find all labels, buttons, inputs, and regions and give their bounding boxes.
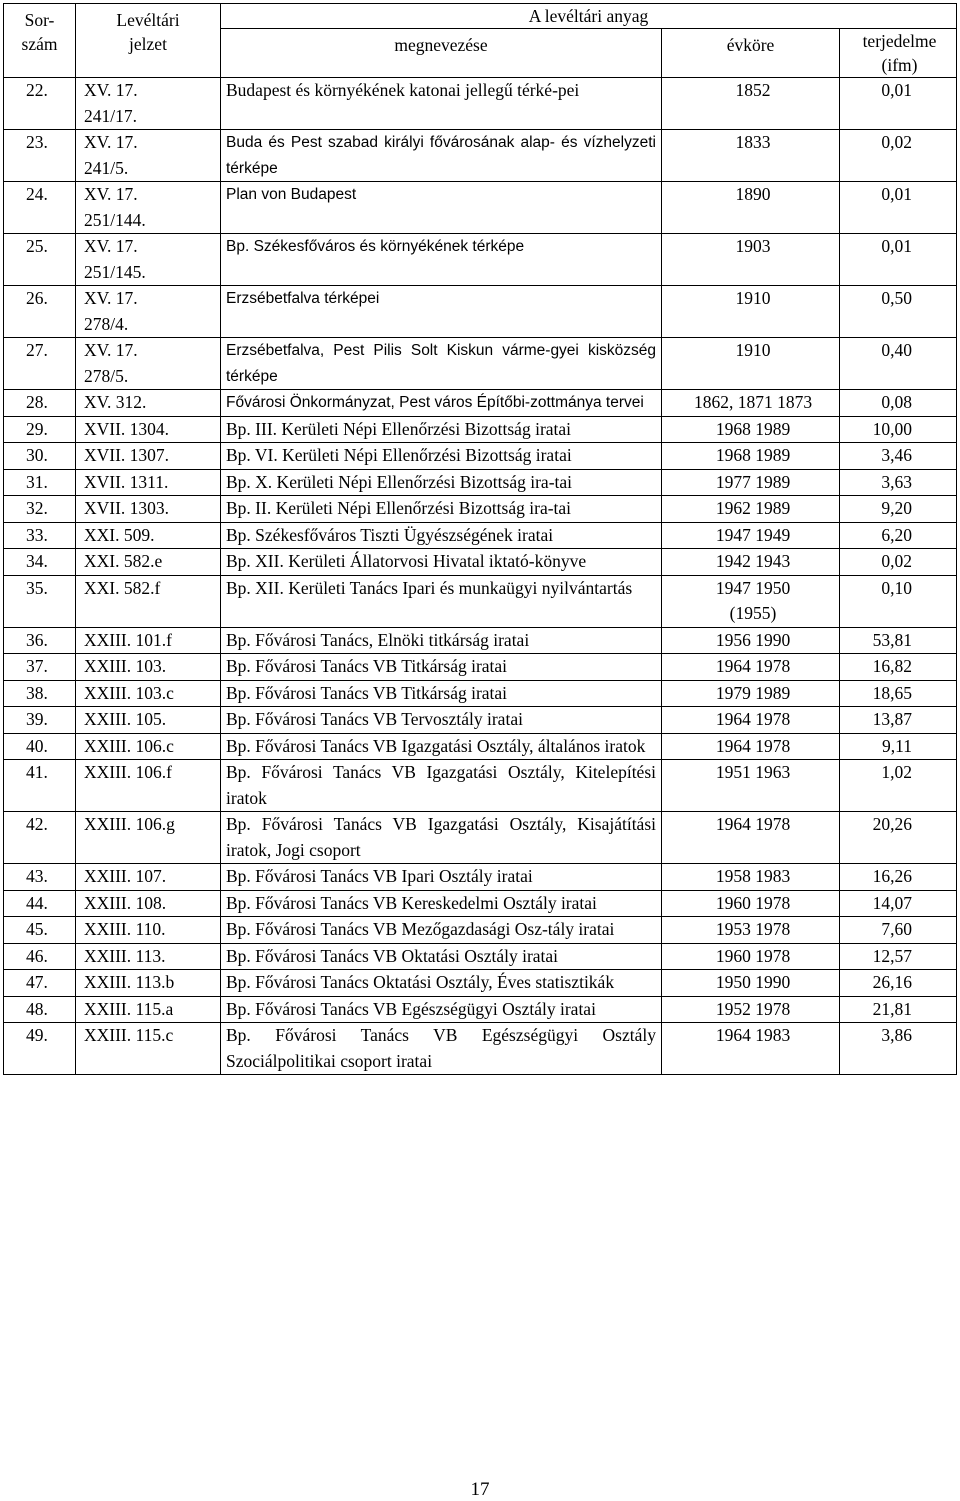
date-range: 1862, 1871 1873	[662, 390, 840, 417]
date-range: 1964 1978	[662, 654, 840, 681]
row-number: 43.	[4, 864, 76, 891]
table-row	[4, 864, 957, 891]
archival-code: XV. 17. 241/17.	[76, 78, 221, 130]
extent-value: 18,65	[840, 680, 957, 707]
header-group: A levéltári anyag	[221, 4, 957, 29]
date-range: 1964 1978	[662, 707, 840, 734]
record-description: Bp. XII. Kerületi Állatorvosi Hivatal iktató-könyve	[221, 549, 662, 576]
extent-value: 53,81	[840, 627, 957, 654]
date-range: 1968 1989	[662, 443, 840, 470]
archival-code: XXI. 582.e	[76, 549, 221, 576]
record-description: Bp. III. Kerületi Népi Ellenőrzési Bizottság iratai	[221, 416, 662, 443]
archival-code: XXIII. 101.f	[76, 627, 221, 654]
row-number: 46.	[4, 943, 76, 970]
extent-value: 0,01	[840, 234, 957, 286]
archival-code: XXIII. 106.f	[76, 760, 221, 812]
archive-table	[3, 3, 957, 1075]
archival-code: XXIII. 106.g	[76, 812, 221, 864]
extent-value: 0,40	[840, 338, 957, 390]
archival-code: XVII. 1304.	[76, 416, 221, 443]
header-jelzet: Levéltári jelzet	[76, 4, 221, 78]
extent-value: 16,82	[840, 654, 957, 681]
archival-code: XXIII. 113.	[76, 943, 221, 970]
row-number: 24.	[4, 182, 76, 234]
row-number: 41.	[4, 760, 76, 812]
row-number: 49.	[4, 1023, 76, 1075]
extent-value: 3,46	[840, 443, 957, 470]
extent-value: 0,01	[840, 182, 957, 234]
table-row	[4, 522, 957, 549]
record-description: Bp. Fővárosi Tanács VB Kereskedelmi Osztály iratai	[221, 890, 662, 917]
row-number: 35.	[4, 575, 76, 627]
row-number: 23.	[4, 130, 76, 182]
record-description: Bp. Fővárosi Tanács VB Mezőgazdasági Osz-tály iratai	[221, 917, 662, 944]
archival-code: XVII. 1303.	[76, 496, 221, 523]
archival-code: XXI. 582.f	[76, 575, 221, 627]
date-range: 1979 1989	[662, 680, 840, 707]
table-row	[4, 549, 957, 576]
table-row	[4, 680, 957, 707]
date-range: 1958 1983	[662, 864, 840, 891]
archival-code: XV. 312.	[76, 390, 221, 417]
archival-code: XXI. 509.	[76, 522, 221, 549]
date-range: 1947 1950 (1955)	[662, 575, 840, 627]
table-row	[4, 443, 957, 470]
date-range: 1952 1978	[662, 996, 840, 1023]
table-row	[4, 654, 957, 681]
record-description: Bp. Fővárosi Tanács VB Oktatási Osztály iratai	[221, 943, 662, 970]
table-row	[4, 338, 957, 390]
table-row	[4, 760, 957, 812]
row-number: 26.	[4, 286, 76, 338]
table-row	[4, 416, 957, 443]
archival-code: XXIII. 115.a	[76, 996, 221, 1023]
row-number: 22.	[4, 78, 76, 130]
row-number: 36.	[4, 627, 76, 654]
record-description: Bp. Fővárosi Tanács VB Tervosztály iratai	[221, 707, 662, 734]
page-number: 17	[470, 1479, 490, 1500]
row-number: 34.	[4, 549, 76, 576]
table-row	[4, 1023, 957, 1075]
row-number: 48.	[4, 996, 76, 1023]
date-range: 1950 1990	[662, 970, 840, 997]
table-row	[4, 970, 957, 997]
extent-value: 20,26	[840, 812, 957, 864]
record-description: Bp. Fővárosi Tanács VB Igazgatási Osztály, Kisajátítási iratok, Jogi csoport	[221, 812, 662, 864]
table-row	[4, 78, 957, 130]
record-description: Bp. Fővárosi Tanács VB Titkárság iratai	[221, 654, 662, 681]
date-range: 1890	[662, 182, 840, 234]
date-range: 1964 1978	[662, 733, 840, 760]
date-range: 1942 1943	[662, 549, 840, 576]
record-description: Bp. VI. Kerületi Népi Ellenőrzési Bizottság iratai	[221, 443, 662, 470]
record-description: Bp. Fővárosi Tanács VB Titkárság iratai	[221, 680, 662, 707]
archival-code: XXIII. 113.b	[76, 970, 221, 997]
extent-value: 0,01	[840, 78, 957, 130]
archival-code: XXIII. 115.c	[76, 1023, 221, 1075]
table-row	[4, 996, 957, 1023]
header-sorszam: Sor- szám	[4, 4, 76, 78]
extent-value: 9,20	[840, 496, 957, 523]
record-description: Bp. II. Kerületi Népi Ellenőrzési Bizottság ira-tai	[221, 496, 662, 523]
table-row	[4, 130, 957, 182]
row-number: 37.	[4, 654, 76, 681]
archival-code: XV. 17. 278/4.	[76, 286, 221, 338]
record-description: Plan von Budapest	[221, 182, 662, 234]
archival-code: XXIII. 103.c	[76, 680, 221, 707]
row-number: 25.	[4, 234, 76, 286]
record-description: Bp. Fővárosi Tanács VB Egészségügyi Osztály Szociálpolitikai csoport iratai	[221, 1023, 662, 1075]
row-number: 32.	[4, 496, 76, 523]
archival-code: XV. 17. 251/145.	[76, 234, 221, 286]
date-range: 1953 1978	[662, 917, 840, 944]
date-range: 1910	[662, 338, 840, 390]
row-number: 40.	[4, 733, 76, 760]
archival-code: XXIII. 108.	[76, 890, 221, 917]
table-row	[4, 917, 957, 944]
table-row	[4, 627, 957, 654]
record-description: Bp. XII. Kerületi Tanács Ipari és munkaügyi nyilvántartás	[221, 575, 662, 627]
extent-value: 0,50	[840, 286, 957, 338]
row-number: 42.	[4, 812, 76, 864]
record-description: Bp. Fővárosi Tanács VB Igazgatási Osztály, Kitelepítési iratok	[221, 760, 662, 812]
row-number: 33.	[4, 522, 76, 549]
row-number: 38.	[4, 680, 76, 707]
record-description: Fővárosi Önkormányzat, Pest város Építőbi-zottmánya tervei	[221, 390, 662, 417]
extent-value: 7,60	[840, 917, 957, 944]
archival-code: XXIII. 103.	[76, 654, 221, 681]
extent-value: 6,20	[840, 522, 957, 549]
archival-code: XVII. 1311.	[76, 469, 221, 496]
record-description: Bp. Fővárosi Tanács VB Egészségügyi Osztály iratai	[221, 996, 662, 1023]
record-description: Buda és Pest szabad királyi fővárosának alap- és vízhelyzeti térképe	[221, 130, 662, 182]
archival-code: XXIII. 107.	[76, 864, 221, 891]
extent-value: 13,87	[840, 707, 957, 734]
date-range: 1962 1989	[662, 496, 840, 523]
date-range: 1956 1990	[662, 627, 840, 654]
extent-value: 0,02	[840, 549, 957, 576]
extent-value: 26,16	[840, 970, 957, 997]
record-description: Bp. Székesfőváros és környékének térképe	[221, 234, 662, 286]
record-description: Bp. Fővárosi Tanács VB Igazgatási Osztály, általános iratok	[221, 733, 662, 760]
archival-code: XV. 17. 251/144.	[76, 182, 221, 234]
table-row	[4, 496, 957, 523]
row-number: 28.	[4, 390, 76, 417]
row-number: 39.	[4, 707, 76, 734]
extent-value: 3,63	[840, 469, 957, 496]
row-number: 44.	[4, 890, 76, 917]
row-number: 45.	[4, 917, 76, 944]
header-evkore: évköre	[662, 29, 840, 78]
table-row	[4, 234, 957, 286]
archival-code: XXIII. 106.c	[76, 733, 221, 760]
extent-value: 14,07	[840, 890, 957, 917]
extent-value: 0,08	[840, 390, 957, 417]
table-row	[4, 390, 957, 417]
row-number: 30.	[4, 443, 76, 470]
row-number: 47.	[4, 970, 76, 997]
date-range: 1947 1949	[662, 522, 840, 549]
date-range: 1951 1963	[662, 760, 840, 812]
date-range: 1833	[662, 130, 840, 182]
date-range: 1960 1978	[662, 943, 840, 970]
row-number: 29.	[4, 416, 76, 443]
extent-value: 12,57	[840, 943, 957, 970]
date-range: 1910	[662, 286, 840, 338]
extent-value: 0,10	[840, 575, 957, 627]
table-body	[4, 78, 957, 1075]
date-range: 1977 1989	[662, 469, 840, 496]
record-description: Bp. Fővárosi Tanács VB Ipari Osztály iratai	[221, 864, 662, 891]
record-description: Bp. Székesfőváros Tiszti Ügyészségének iratai	[221, 522, 662, 549]
table-row	[4, 469, 957, 496]
table-row	[4, 812, 957, 864]
table-row	[4, 733, 957, 760]
archival-code: XV. 17. 241/5.	[76, 130, 221, 182]
table-row	[4, 943, 957, 970]
row-number: 27.	[4, 338, 76, 390]
record-description: Budapest és környékének katonai jellegű térké-pei	[221, 78, 662, 130]
archival-code: XV. 17. 278/5.	[76, 338, 221, 390]
date-range: 1964 1978	[662, 812, 840, 864]
header-megnevezese: megnevezése	[221, 29, 662, 78]
row-number: 31.	[4, 469, 76, 496]
record-description: Bp. Fővárosi Tanács, Elnöki titkárság iratai	[221, 627, 662, 654]
extent-value: 10,00	[840, 416, 957, 443]
date-range: 1964 1983	[662, 1023, 840, 1075]
header-terjedelme: terjedelme (ifm)	[840, 29, 957, 78]
table-row	[4, 890, 957, 917]
date-range: 1968 1989	[662, 416, 840, 443]
table-row	[4, 182, 957, 234]
date-range: 1903	[662, 234, 840, 286]
date-range: 1960 1978	[662, 890, 840, 917]
table-row	[4, 286, 957, 338]
extent-value: 1,02	[840, 760, 957, 812]
archival-code: XXIII. 105.	[76, 707, 221, 734]
extent-value: 21,81	[840, 996, 957, 1023]
record-description: Erzsébetfalva, Pest Pilis Solt Kiskun várme-gyei kisközség térképe	[221, 338, 662, 390]
record-description: Bp. Fővárosi Tanács Oktatási Osztály, Éves statisztikák	[221, 970, 662, 997]
table-row	[4, 707, 957, 734]
extent-value: 3,86	[840, 1023, 957, 1075]
date-range: 1852	[662, 78, 840, 130]
archival-code: XXIII. 110.	[76, 917, 221, 944]
extent-value: 16,26	[840, 864, 957, 891]
extent-value: 9,11	[840, 733, 957, 760]
archival-code: XVII. 1307.	[76, 443, 221, 470]
extent-value: 0,02	[840, 130, 957, 182]
record-description: Erzsébetfalva térképei	[221, 286, 662, 338]
table-row	[4, 575, 957, 627]
record-description: Bp. X. Kerületi Népi Ellenőrzési Bizottság ira-tai	[221, 469, 662, 496]
